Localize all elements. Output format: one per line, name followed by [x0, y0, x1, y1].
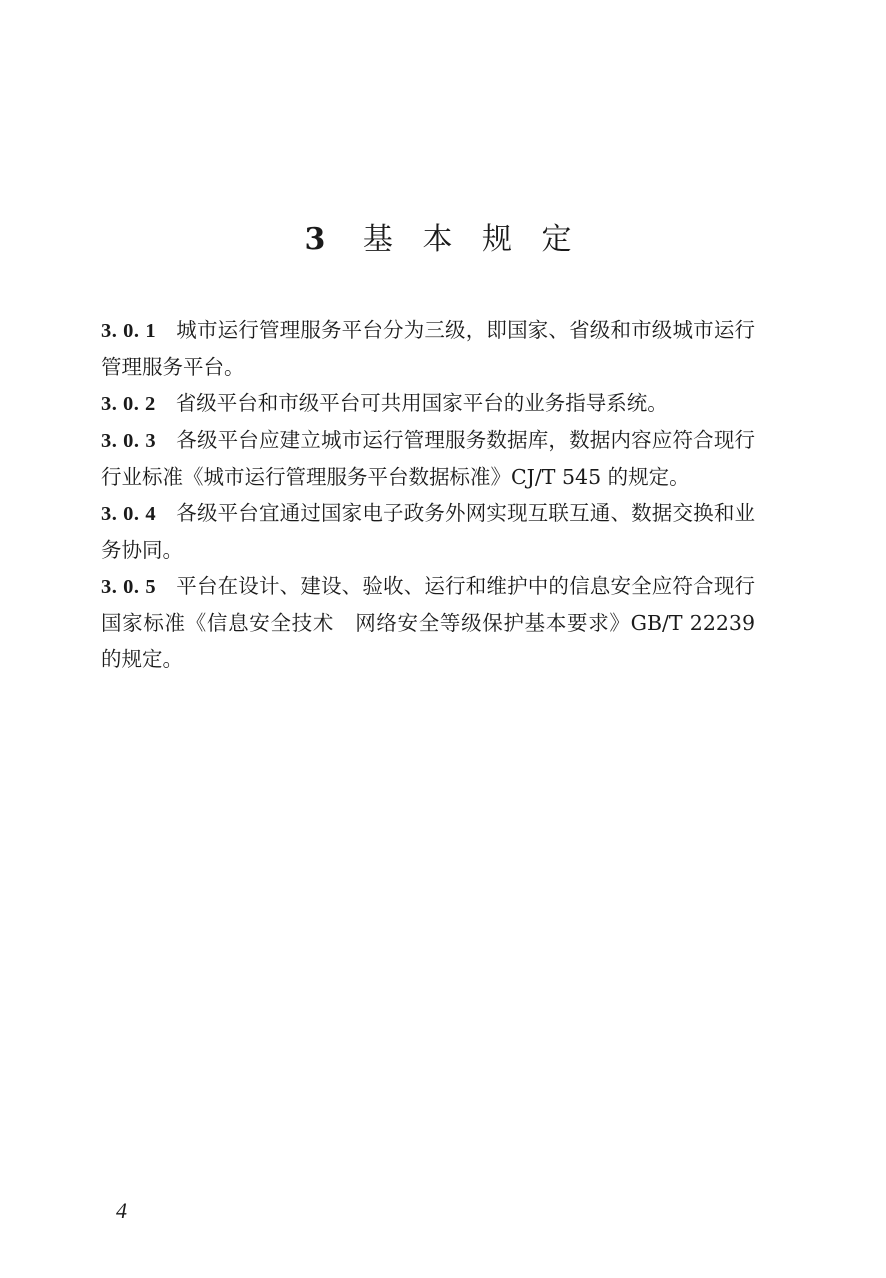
clause-text: 各级平台宜通过国家电子政务外网实现互联互通、数据交换和业务协同。 [101, 501, 756, 562]
chapter-title: 基 本 规 定 [362, 222, 582, 257]
chapter-number: 3 [304, 222, 336, 257]
clause-text: 各级平台应建立城市运行管理服务数据库，数据内容应符合现行行业标准《城市运行管理服务平台数据标准》CJ/T 545 的规定。 [101, 428, 756, 489]
chapter-heading [0, 218, 886, 262]
clause-number: 3. 0. 4 [101, 503, 157, 525]
page-number: 4 [116, 1198, 127, 1223]
clause-list [101, 312, 755, 677]
clause-3-0-5 [101, 568, 755, 677]
clause-number: 3. 0. 1 [101, 320, 157, 342]
clause-text: 城市运行管理服务平台分为三级，即国家、省级和市级城市运行管理服务平台。 [101, 318, 756, 379]
clause-number: 3. 0. 3 [101, 430, 157, 452]
clause-text: 省级平台和市级平台可共用国家平台的业务指导系统。 [175, 391, 668, 415]
clause-3-0-1 [101, 312, 755, 385]
clause-3-0-4 [101, 495, 755, 568]
clause-number: 3. 0. 5 [101, 576, 157, 598]
clause-number: 3. 0. 2 [101, 393, 156, 415]
clause-3-0-3 [101, 422, 755, 495]
clause-text: 平台在设计、建设、验收、运行和维护中的信息安全应符合现行国家标准《信息安全技术 网络安全等级保护基本要求》GB/T 22239 的规定。 [101, 574, 756, 671]
clause-3-0-2 [101, 385, 755, 422]
